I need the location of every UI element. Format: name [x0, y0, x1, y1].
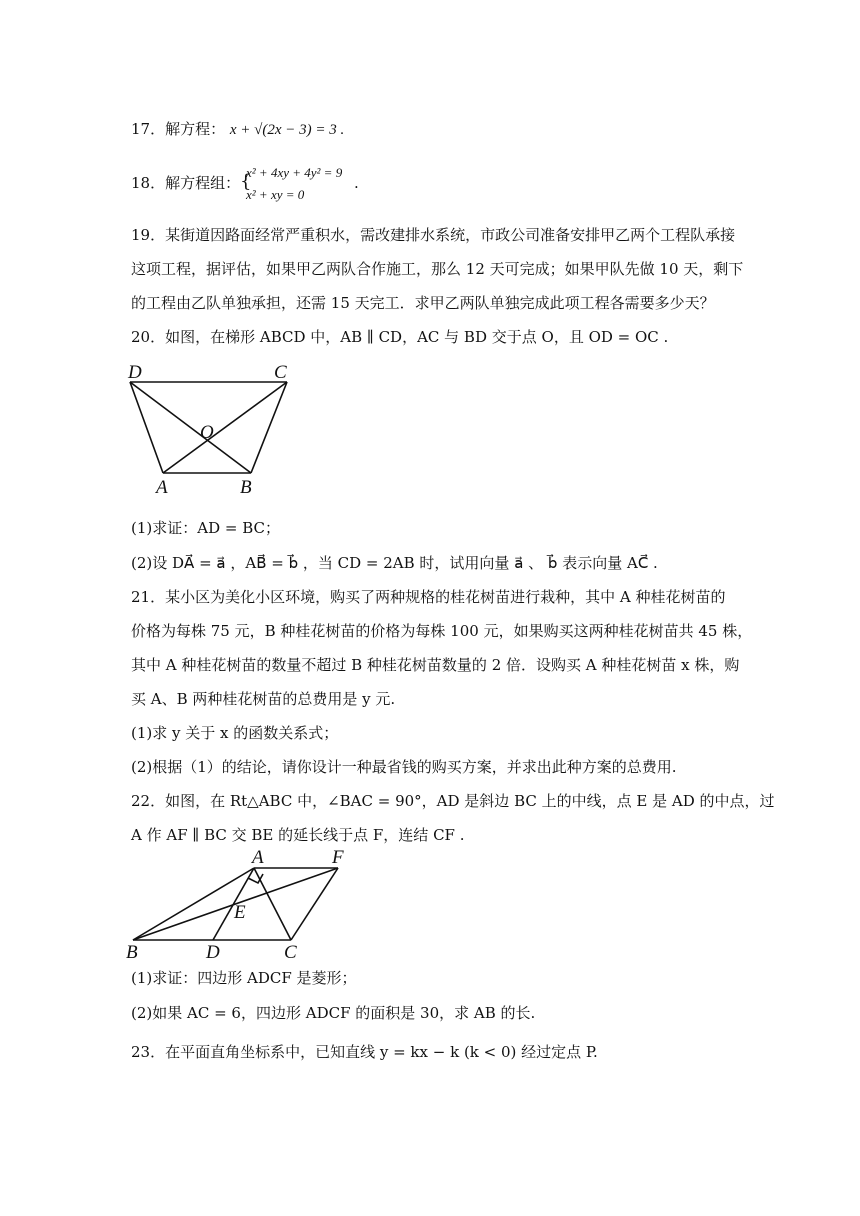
q22-line2: A 作 AF ∥ BC 交 BE 的延长线于点 F，连结 CF .: [131, 826, 465, 844]
q22-part1: (1)求证：四边形 ADCF 是菱形；: [131, 969, 357, 987]
q17-line: [131, 119, 344, 140]
q18-tail: .: [354, 174, 359, 192]
q18-brace: {: [240, 171, 252, 192]
label-d: D: [128, 362, 142, 383]
label-f: F: [332, 847, 344, 868]
q18-label: 18．解方程组：: [131, 174, 241, 192]
q17-equation: x + √(2x − 3) = 3 .: [229, 122, 345, 138]
segment-da: [130, 382, 163, 473]
q22-line1: 22．如图，在 Rt△ABC 中，∠BAC = 90°，AD 是斜边 BC 上的中线，点 E 是 AD 的中点，过: [131, 792, 775, 810]
trapezoid-figure: [120, 360, 300, 500]
q21-line4: 买 A、B 两种桂花树苗的总费用是 y 元.: [131, 690, 396, 708]
q21-part2: (2)根据（1）的结论，请你设计一种最省钱的购买方案，并求出此种方案的总费用.: [131, 758, 677, 776]
label-c: C: [274, 362, 287, 383]
label-c: C: [284, 942, 297, 963]
diagonal-db: [130, 382, 251, 473]
q18-eq2: x² + xy = 0: [246, 187, 305, 202]
q20-part1: (1)求证：AD = BC；: [131, 519, 280, 537]
label-e: E: [234, 902, 246, 923]
label-o: O: [200, 422, 214, 443]
q21-line2: 价格为每株 75 元，B 种桂花树苗的价格为每株 100 元，如果购买这两种桂花树苗共 45 株，: [131, 622, 753, 640]
q20-part2: (2)设 DA⃗ = a⃗ ，AB⃗ = b⃗ ，当 CD = 2AB 时，试用向量 a⃗ 、 b⃗ 表示向量 AC⃗ .: [131, 554, 658, 572]
q22-part2: (2)如果 AC = 6，四边形 ADCF 的面积是 30，求 AB 的长.: [131, 1004, 536, 1022]
q19-line3: 的工程由乙队单独承担，还需 15 天完工．求甲乙两队单独完成此项工程各需要多少天？: [131, 294, 715, 312]
label-a: A: [252, 847, 264, 868]
rhombus-figure: [120, 845, 360, 965]
label-b: B: [126, 942, 138, 963]
q23-line1: 23．在平面直角坐标系中，已知直线 y = kx − k (k < 0) 经过定点 P.: [131, 1043, 598, 1061]
q17-label: 17．解方程：: [131, 120, 226, 138]
label-d: D: [206, 942, 220, 963]
q21-line1: 21．某小区为美化小区环境，购买了两种规格的桂花树苗进行栽种，其中 A 种桂花树苗的: [131, 588, 726, 606]
q18-eq1: x² + 4xy + 4y² = 9: [246, 165, 343, 180]
q20-line1: 20．如图，在梯形 ABCD 中，AB ∥ CD，AC 与 BD 交于点 O，且 OD = OC .: [131, 328, 669, 346]
q19-line1: 19．某街道因路面经常严重积水，需改建排水系统，市政公司准备安排甲乙两个工程队承接: [131, 226, 736, 244]
q21-part1: (1)求 y 关于 x 的函数关系式；: [131, 724, 339, 742]
q21-line3: 其中 A 种桂花树苗的数量不超过 B 种桂花树苗数量的 2 倍．设购买 A 种桂花树苗 x 株，购: [131, 656, 740, 674]
label-b: B: [240, 477, 252, 498]
label-a: A: [156, 477, 168, 498]
q19-line2: 这项工程，据评估，如果甲乙两队合作施工，那么 12 天可完成；如果甲队先做 10 天，剩下: [131, 260, 744, 278]
segment-fc: [291, 868, 338, 940]
